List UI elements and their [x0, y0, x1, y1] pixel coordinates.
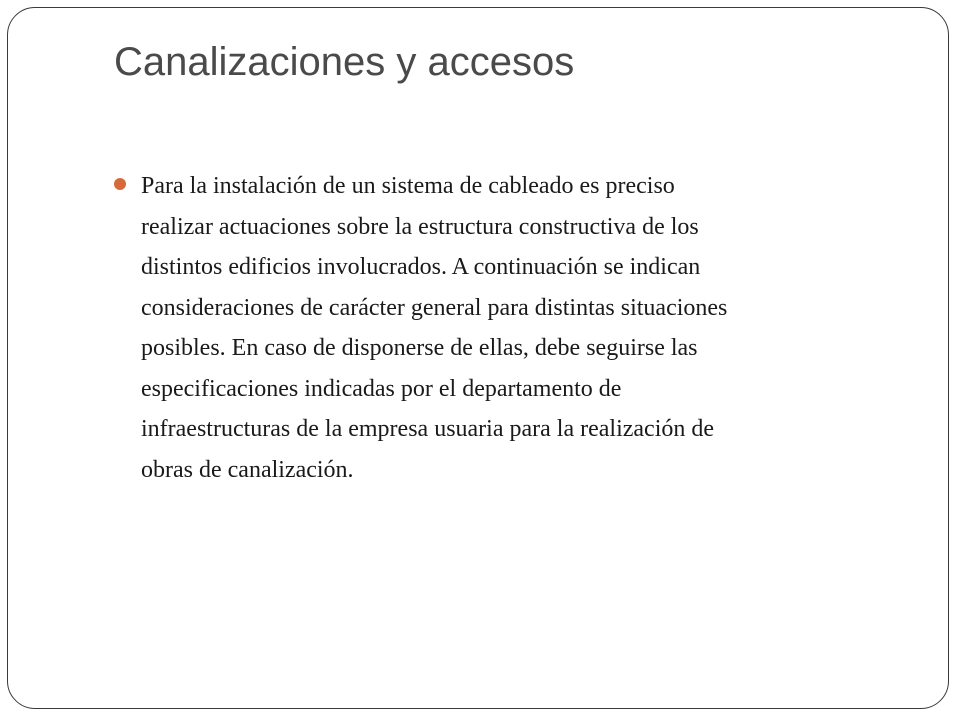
bullet-text-line: posibles. En caso de disponerse de ellas, debe seguirse las	[141, 335, 698, 361]
bullet-text-line: infraestructuras de la empresa usuaria para la realización de	[141, 416, 715, 442]
bullet-list	[114, 166, 874, 490]
slide-title: Canalizaciones y accesos	[114, 40, 575, 84]
bullet-dot-icon	[114, 178, 126, 190]
bullet-text-line: consideraciones de carácter general para distintas situaciones	[141, 294, 728, 321]
bullet-text-line: especificaciones indicadas por el departamento de	[141, 375, 622, 402]
bullet-text-line: distintos edificios involucrados. A continuación se indican	[141, 254, 701, 280]
bullet-text-line: Para la instalación de un sistema de cableado es preciso	[141, 173, 675, 199]
bullet-text-line: obras de canalización.	[141, 456, 354, 483]
slide-frame	[7, 7, 949, 709]
bullet-text-line: realizar actuaciones sobre la estructura constructiva de los	[141, 213, 699, 240]
bullet-item	[114, 166, 874, 490]
